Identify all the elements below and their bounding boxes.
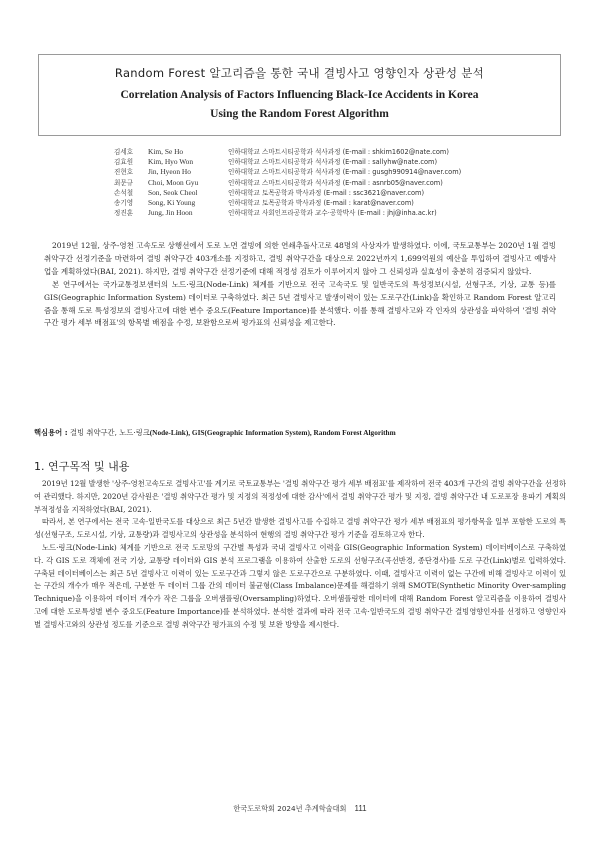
author-affiliation: 인하대학교 스마트시티공학과 석사과정 (E-mail : sallyhw@nate.com) xyxy=(228,158,438,167)
body-paragraph: 노드·링크(Node-Link) 체계를 기반으로 전국 도로망의 구간별 특성과 국내 결빙사고 이력을 GIS(Geographic Information System) 데이터베이스로 구축하였다. 각 GIS 도로 객체에 전국 기상, 교통량 데이터와 GIS 분석 프로그램을 이용하여 산출한 도로의 선형구조(곡선반경, 종단경사)를 도로 구간(Link)별로 입력하였다. 구축된 데이터베이스는 최근 5년 결빙사고 이력이 있는 도로구간과 그렇지 않은 도로구간으로 구분하였다. 이때, 결빙사고 이력이 없는 구간에 비해 결빙사고 이력이 있는 구간의 개수가 매우 적은데, 구분한 두 데이터 그룹 간의 데이터 불균형(Class Imbalance)문제를 해결하기 위해 SMOTE(Synthetic Minority Over-sampling Technique)을 이용하여 데이터 개수가 작은 그룹을 오버샘플링(Oversampling)하였다. 오버샘플링한 데이터에 대해 Random Forest 알고리즘을 이용하여 결빙사고에 대한 도로특성별 변수 중요도(Feature Importance)를 분석하였다. 분석한 결과에 따라 전국 고속·일반국도의 결빙 취약구간 결빙영향인자를 선정하고 영향인자별 결빙사고와의 상관성 정도를 기준으로 결빙 취약구간 평가표의 수정 및 보완 방향을 제시한다. xyxy=(34,542,566,629)
author-row xyxy=(114,157,461,167)
author-affiliation: 인하대학교 스마트시티공학과 석사과정 (E-mail : gusgh990914@naver.com) xyxy=(228,168,462,177)
author-affiliation: 인하대학교 사회인프라공학과 교수·공학박사 (E-mail : jhj@inha.ac.kr) xyxy=(228,209,437,218)
section-heading: 1. 연구목적 및 내용 xyxy=(34,460,130,473)
page-footer xyxy=(0,804,600,814)
author-row xyxy=(114,147,461,157)
author-english-name: Jin, Hyeon Ho xyxy=(148,167,191,177)
section-body xyxy=(34,478,566,632)
author-english-name: Son, Seok Cheol xyxy=(148,187,198,197)
author-english-name: Jung, Jin Hoon xyxy=(148,208,193,218)
keywords-english: (Node-Link), GIS(Geographic Information System), Random Forest Algorithm xyxy=(149,428,396,437)
title-box xyxy=(38,54,561,136)
keywords-korean: 결빙 취약구간, 노드·링크 xyxy=(69,428,150,437)
author-row xyxy=(114,198,461,208)
author-affiliation: 인하대학교 스마트시티공학과 석사과정 (E-mail : asnrb05@naver.com) xyxy=(228,178,443,187)
author-list xyxy=(114,147,461,218)
footer-conference: 한국도로학회 2024년 추계학술대회 xyxy=(233,804,347,813)
title-english-line1: Correlation Analysis of Factors Influencing Black-Ice Accidents in Korea xyxy=(120,89,479,101)
author-korean-name: 김효원 xyxy=(114,158,134,167)
title-english xyxy=(39,86,560,124)
title-english-line2: Using the Random Forest Algorithm xyxy=(210,108,389,120)
author-korean-name: 최문규 xyxy=(114,178,134,187)
author-korean-name: 정진훈 xyxy=(114,209,134,218)
abstract xyxy=(44,240,556,330)
author-english-name: Choi, Moon Gyu xyxy=(148,177,199,187)
keywords-label: 핵심용어 : xyxy=(34,428,68,437)
author-korean-name: 송기영 xyxy=(114,198,134,207)
body-paragraph: 2019년 12월 발생한 '상주-영천고속도로 결빙사고'를 계기로 국토교통부는 '결빙 취약구간 평가 세부 배점표'를 제작하여 전국 403개 구간의 결빙 취약구간을 선정하여 관리했다. 하지만, 2020년 감사원은 '결빙 취약구간 평가 및 지정의 적정성에 대한 감사'에서 결빙 취약구간 평가 및 지정, 결빙 취약구간 내 도로포장 용파기 계획의 부적정성을 지적하였다(BAI, 2021). xyxy=(34,479,566,514)
abstract-paragraph: 본 연구에서는 국가교통정보센터의 노드·링크(Node-Link) 체계를 기반으로 전국 고속국도 및 일반국도의 특성정보(시설, 선형구조, 기상, 교통 등)를 GIS(Geographic Information System) 데이터로 구축하였다. 최근 5년 결빙사고 발생이력이 있는 도로구간(Link)을 확인하고 Random Forest 알고리즘을 통해 도로 특성정보의 결빙사고에 대한 변수 중요도(Feature Importance)를 분석했다. 이를 통해 결빙사고와 각 인자의 상관성을 파악하여 '결빙 취약구간 평가 세부 배점표'의 항목별 배점을 수정, 보완함으로써 평가표의 신뢰성을 제고한다. xyxy=(44,279,556,328)
page-number: 111 xyxy=(354,804,367,813)
body-paragraph: 따라서, 본 연구에서는 전국 고속·일반국도를 대상으로 최근 5년간 발생한 결빙사고를 수집하고 결빙 취약구간 평가 세부 배점표의 평가항목을 일부 포함한 도로의 특성(선형구조, 도로시설, 기상, 교통량)과 결빙사고의 상관성을 분석하여 현행의 결빙 취약구간 평가 기준을 검토하고자 한다. xyxy=(34,517,566,540)
author-korean-name: 손석철 xyxy=(114,188,134,197)
author-english-name: Kim, Hyo Won xyxy=(148,157,194,167)
author-affiliation: 인하대학교 토목공학과 박사과정 (E-mail : karat@naver.com) xyxy=(228,198,414,207)
author-row xyxy=(114,167,461,177)
author-korean-name: 진현호 xyxy=(114,168,134,177)
author-english-name: Song, Ki Young xyxy=(148,197,196,207)
keywords xyxy=(34,428,396,438)
author-english-name: Kim, Se Ho xyxy=(148,147,184,156)
author-affiliation: 인하대학교 토목공학과 박사과정 (E-mail : ssc3621@naver.com) xyxy=(228,188,425,197)
author-row xyxy=(114,208,461,218)
title-korean: Random Forest 알고리즘을 통한 국내 결빙사고 영향인자 상관성 분석 xyxy=(114,66,485,80)
author-korean-name: 김세호 xyxy=(114,148,134,156)
author-affiliation: 인하대학교 스마트시티공학과 석사과정 (E-mail : shkim1602@nate.com) xyxy=(228,148,449,156)
abstract-paragraph: 2019년 12월, 상주-영천 고속도로 상행선에서 도로 노면 결빙에 의한 연쇄추돌사고로 48명의 사상자가 발생하였다. 이에, 국토교통부는 2020년 1월 결빙 취약구간 선정기준을 마련하여 결빙 취약구간 403개소를 지정하고, 결빙 취약구간을 대상으로 2022년까지 1,699억원의 예산을 투입하여 결빙사고 예방사업을 계획하였다(BAI, 2021). 하지만, 결빙 취약구간 선정기준에 대해 적정성 검토가 이루어지지 않아 그 신뢰성과 실효성이 충분히 검증되지 않았다. xyxy=(44,241,556,276)
author-row xyxy=(114,188,461,198)
author-row xyxy=(114,178,461,188)
